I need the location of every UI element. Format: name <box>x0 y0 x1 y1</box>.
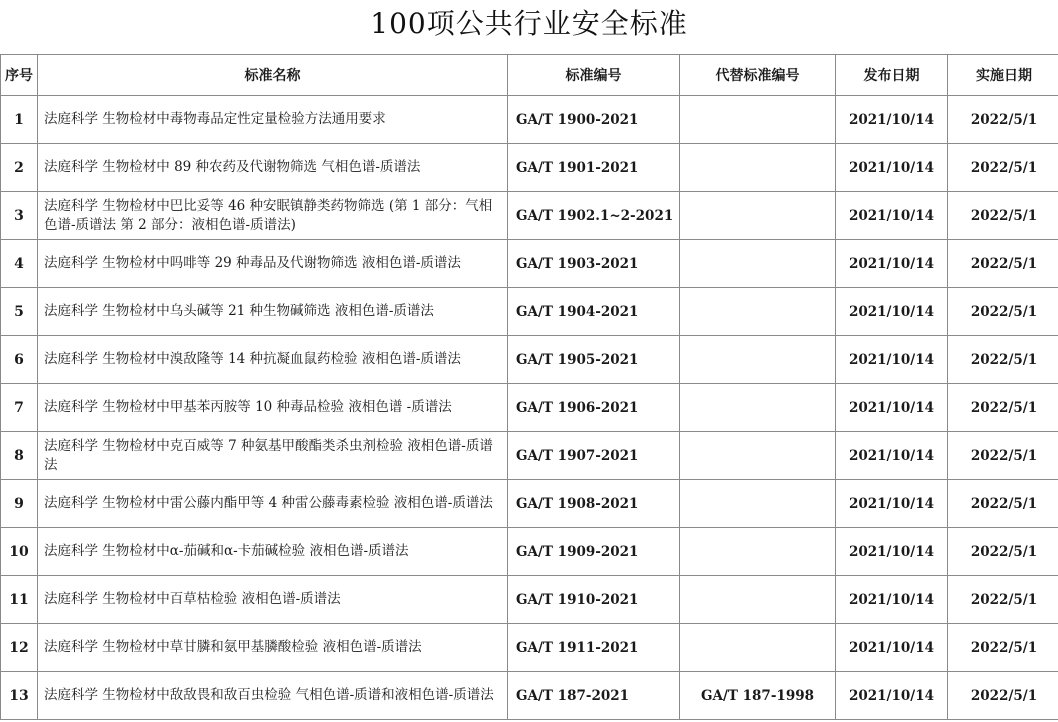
cell-standard-code: GA/T 1911-2021 <box>508 624 680 672</box>
cell-index: 11 <box>1 576 38 624</box>
cell-publish-date: 2021/10/14 <box>836 624 948 672</box>
cell-standard-code: GA/T 187-2021 <box>508 672 680 720</box>
header-publish-date: 发布日期 <box>836 55 948 96</box>
cell-index: 13 <box>1 672 38 720</box>
cell-standard-name: 法庭科学 生物检材中克百威等 7 种氨基甲酸酯类杀虫剂检验 液相色谱-质谱法 <box>38 432 508 480</box>
table-row <box>1 240 1058 288</box>
cell-publish-date: 2021/10/14 <box>836 480 948 528</box>
cell-index: 7 <box>1 384 38 432</box>
cell-standard-name: 法庭科学 生物检材中草甘膦和氨甲基膦酸检验 液相色谱-质谱法 <box>38 624 508 672</box>
table-row <box>1 288 1058 336</box>
cell-index: 2 <box>1 144 38 192</box>
cell-standard-name: 法庭科学 生物检材中甲基苯丙胺等 10 种毒品检验 液相色谱 -质谱法 <box>38 384 508 432</box>
cell-effective-date: 2022/5/1 <box>948 96 1058 144</box>
table-row <box>1 624 1058 672</box>
cell-effective-date: 2022/5/1 <box>948 432 1058 480</box>
standards-table <box>0 54 1058 720</box>
cell-index: 5 <box>1 288 38 336</box>
cell-standard-name: 法庭科学 生物检材中乌头碱等 21 种生物碱筛选 液相色谱-质谱法 <box>38 288 508 336</box>
cell-standard-name: 法庭科学 生物检材中百草枯检验 液相色谱-质谱法 <box>38 576 508 624</box>
cell-publish-date: 2021/10/14 <box>836 576 948 624</box>
cell-index: 1 <box>1 96 38 144</box>
table-body <box>1 96 1058 720</box>
table-row <box>1 144 1058 192</box>
cell-publish-date: 2021/10/14 <box>836 384 948 432</box>
cell-standard-name: 法庭科学 生物检材中α-茄碱和α-卡茄碱检验 液相色谱-质谱法 <box>38 528 508 576</box>
table-row <box>1 192 1058 240</box>
cell-standard-name: 法庭科学 生物检材中雷公藤内酯甲等 4 种雷公藤毒素检验 液相色谱-质谱法 <box>38 480 508 528</box>
cell-effective-date: 2022/5/1 <box>948 336 1058 384</box>
cell-standard-name: 法庭科学 生物检材中吗啡等 29 种毒品及代谢物筛选 液相色谱-质谱法 <box>38 240 508 288</box>
cell-standard-name: 法庭科学 生物检材中 89 种农药及代谢物筛选 气相色谱-质谱法 <box>38 144 508 192</box>
cell-effective-date: 2022/5/1 <box>948 576 1058 624</box>
cell-index: 6 <box>1 336 38 384</box>
cell-replaced-code <box>680 96 836 144</box>
table-row <box>1 672 1058 720</box>
cell-standard-code: GA/T 1906-2021 <box>508 384 680 432</box>
table-row <box>1 576 1058 624</box>
cell-effective-date: 2022/5/1 <box>948 384 1058 432</box>
cell-replaced-code: GA/T 187-1998 <box>680 672 836 720</box>
table-row <box>1 336 1058 384</box>
cell-index: 4 <box>1 240 38 288</box>
table-row <box>1 528 1058 576</box>
cell-publish-date: 2021/10/14 <box>836 336 948 384</box>
cell-replaced-code <box>680 336 836 384</box>
cell-publish-date: 2021/10/14 <box>836 288 948 336</box>
cell-standard-code: GA/T 1901-2021 <box>508 144 680 192</box>
cell-effective-date: 2022/5/1 <box>948 672 1058 720</box>
cell-effective-date: 2022/5/1 <box>948 144 1058 192</box>
header-standard-name: 标准名称 <box>38 55 508 96</box>
cell-standard-name: 法庭科学 生物检材中巴比妥等 46 种安眠镇静类药物筛选 (第 1 部分：气相色谱-质谱法 第 2 部分：液相色谱-质谱法) <box>38 192 508 240</box>
cell-standard-code: GA/T 1902.1~2-2021 <box>508 192 680 240</box>
table-row <box>1 480 1058 528</box>
page-title: 100项公共行业安全标准 <box>370 7 688 40</box>
cell-replaced-code <box>680 384 836 432</box>
cell-effective-date: 2022/5/1 <box>948 240 1058 288</box>
cell-index: 10 <box>1 528 38 576</box>
table-header-row <box>1 55 1058 96</box>
cell-index: 3 <box>1 192 38 240</box>
cell-index: 8 <box>1 432 38 480</box>
cell-replaced-code <box>680 432 836 480</box>
cell-publish-date: 2021/10/14 <box>836 192 948 240</box>
header-index: 序号 <box>1 55 38 96</box>
cell-publish-date: 2021/10/14 <box>836 96 948 144</box>
cell-standard-code: GA/T 1909-2021 <box>508 528 680 576</box>
table-row <box>1 384 1058 432</box>
cell-standard-name: 法庭科学 生物检材中毒物毒品定性定量检验方法通用要求 <box>38 96 508 144</box>
cell-standard-code: GA/T 1900-2021 <box>508 96 680 144</box>
cell-publish-date: 2021/10/14 <box>836 144 948 192</box>
cell-effective-date: 2022/5/1 <box>948 192 1058 240</box>
cell-publish-date: 2021/10/14 <box>836 528 948 576</box>
cell-standard-code: GA/T 1904-2021 <box>508 288 680 336</box>
cell-replaced-code <box>680 624 836 672</box>
cell-replaced-code <box>680 192 836 240</box>
cell-standard-code: GA/T 1908-2021 <box>508 480 680 528</box>
cell-replaced-code <box>680 576 836 624</box>
cell-index: 12 <box>1 624 38 672</box>
cell-replaced-code <box>680 480 836 528</box>
cell-replaced-code <box>680 240 836 288</box>
header-replaced-code: 代替标准编号 <box>680 55 836 96</box>
cell-replaced-code <box>680 528 836 576</box>
cell-effective-date: 2022/5/1 <box>948 288 1058 336</box>
cell-standard-code: GA/T 1903-2021 <box>508 240 680 288</box>
cell-standard-code: GA/T 1910-2021 <box>508 576 680 624</box>
cell-effective-date: 2022/5/1 <box>948 528 1058 576</box>
cell-publish-date: 2021/10/14 <box>836 240 948 288</box>
cell-effective-date: 2022/5/1 <box>948 624 1058 672</box>
table-row <box>1 432 1058 480</box>
cell-standard-name: 法庭科学 生物检材中溴敌隆等 14 种抗凝血鼠药检验 液相色谱-质谱法 <box>38 336 508 384</box>
cell-publish-date: 2021/10/14 <box>836 432 948 480</box>
cell-standard-code: GA/T 1905-2021 <box>508 336 680 384</box>
cell-index: 9 <box>1 480 38 528</box>
cell-standard-code: GA/T 1907-2021 <box>508 432 680 480</box>
cell-replaced-code <box>680 144 836 192</box>
header-standard-code: 标准编号 <box>508 55 680 96</box>
cell-standard-name: 法庭科学 生物检材中敌敌畏和敌百虫检验 气相色谱-质谱和液相色谱-质谱法 <box>38 672 508 720</box>
cell-publish-date: 2021/10/14 <box>836 672 948 720</box>
header-effective-date: 实施日期 <box>948 55 1058 96</box>
cell-effective-date: 2022/5/1 <box>948 480 1058 528</box>
table-row <box>1 96 1058 144</box>
cell-replaced-code <box>680 288 836 336</box>
